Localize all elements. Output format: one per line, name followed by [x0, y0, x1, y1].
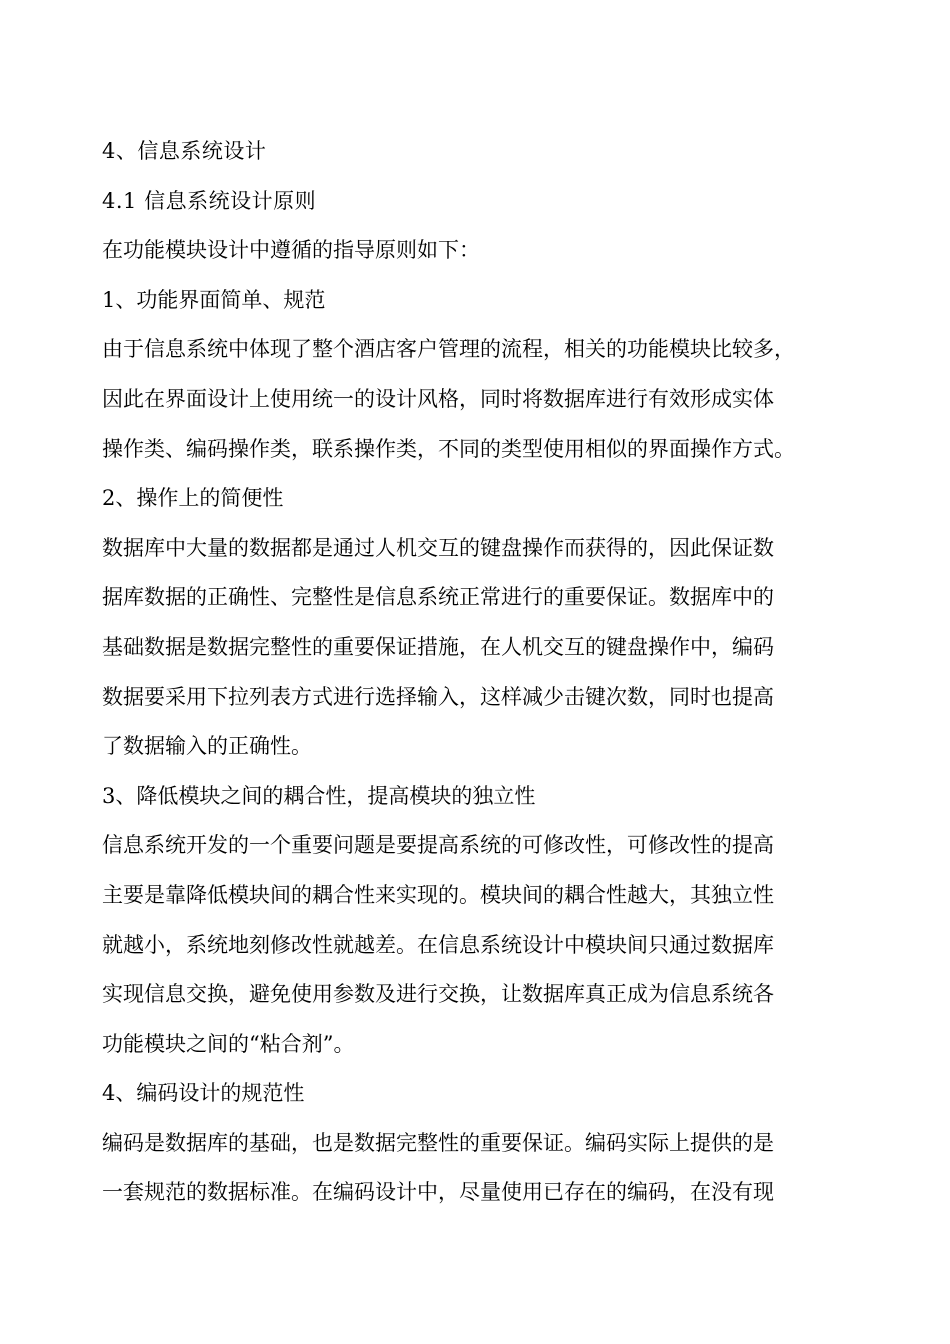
- principle-4-title: 4、编码设计的规范性: [102, 1081, 305, 1106]
- subsection-heading-text: 4.1 信息系统设计原则: [102, 188, 317, 213]
- principle-3-line-5: 功能模块之间的“粘合剂”。: [102, 1031, 355, 1056]
- principle-3-line-3: 就越小，系统地刻修改性就越差。在信息系统设计中模块间只通过数据库: [102, 932, 774, 957]
- principle-2-line-2: 据库数据的正确性、完整性是信息系统正常进行的重要保证。数据库中的: [102, 585, 774, 610]
- subsection-heading: [102, 177, 850, 227]
- principle-3-title: 3、降低模块之间的耦合性，提高模块的独立性: [102, 783, 536, 808]
- intro-paragraph: [102, 226, 850, 276]
- section-heading-text: 4、信息系统设计: [102, 139, 267, 163]
- principle-2-line-1: 数据库中大量的数据都是通过人机交互的键盘操作而获得的，因此保证数: [102, 535, 774, 560]
- principle-4: [102, 1069, 850, 1218]
- principle-2-line-3: 基础数据是数据完整性的重要保证措施，在人机交互的键盘操作中，编码: [102, 634, 774, 659]
- intro-text: 在功能模块设计中遵循的指导原则如下：: [102, 238, 480, 263]
- principle-4-line-2: 一套规范的数据标准。在编码设计中，尽量使用已存在的编码，在没有现: [102, 1180, 774, 1205]
- principle-3-line-1: 信息系统开发的一个重要问题是要提高系统的可修改性，可修改性的提高: [102, 833, 774, 858]
- principle-3-line-2: 主要是靠降低模块间的耦合性来实现的。模块间的耦合性越大，其独立性: [102, 882, 774, 907]
- principle-1-line-2: 因此在界面设计上使用统一的设计风格，同时将数据库进行有效形成实体: [102, 386, 774, 411]
- principle-3-line-4: 实现信息交换，避免使用参数及进行交换，让数据库真正成为信息系统各: [102, 982, 774, 1007]
- principle-2-line-4: 数据要采用下拉列表方式进行选择输入，这样减少击键次数，同时也提高: [102, 684, 774, 709]
- principle-2-title: 2、操作上的简便性: [102, 486, 284, 511]
- principle-1-line-3: 操作类、编码操作类，联系操作类，不同的类型使用相似的界面操作方式。: [102, 436, 795, 461]
- principle-4-line-1: 编码是数据库的基础，也是数据完整性的重要保证。编码实际上提供的是: [102, 1130, 774, 1155]
- principle-2: [102, 474, 850, 772]
- principle-1-title: 1、功能界面简单、规范: [102, 287, 326, 312]
- principle-3: [102, 772, 850, 1070]
- principle-1-line-1: 由于信息系统中体现了整个酒店客户管理的流程，相关的功能模块比较多，: [102, 337, 795, 362]
- principle-2-line-5: 了数据输入的正确性。: [102, 734, 312, 759]
- document-body: [102, 127, 850, 1218]
- section-heading: [102, 127, 850, 177]
- principle-1: [102, 276, 850, 474]
